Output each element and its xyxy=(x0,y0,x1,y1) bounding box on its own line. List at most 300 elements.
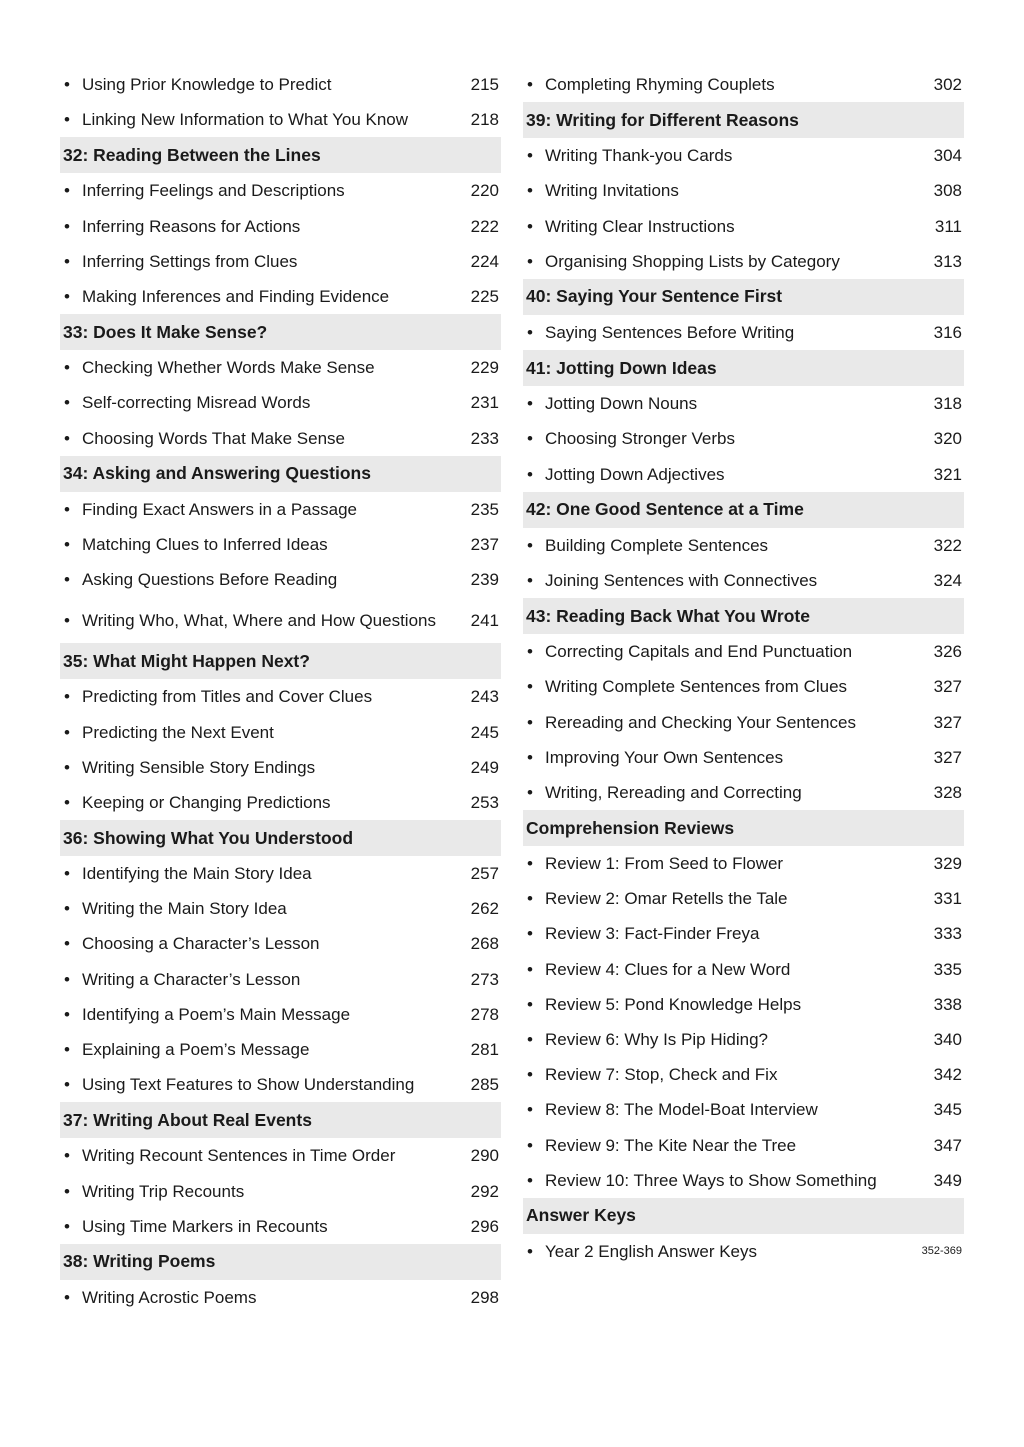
toc-entry-text: Review 1: From Seed to Flower xyxy=(545,854,784,874)
bullet-icon: • xyxy=(527,677,533,697)
toc-entry-using-prior-knowledge-to-predict xyxy=(60,67,501,102)
toc-entry-text: Review 10: Three Ways to Show Something xyxy=(545,1170,877,1190)
page-number: 292 xyxy=(470,1181,499,1201)
toc-entry-title xyxy=(64,74,463,95)
toc-entry-keeping-or-changing-predictions xyxy=(60,785,501,820)
bullet-icon: • xyxy=(64,287,70,307)
toc-entry-title xyxy=(527,959,926,980)
bullet-icon: • xyxy=(527,251,533,271)
toc-entry-correcting-capitals-and-end-punctuation xyxy=(523,634,964,669)
toc-entry-choosing-a-character-s-lesson xyxy=(60,926,501,961)
page-number: 268 xyxy=(470,934,499,954)
toc-entry-text: Review 2: Omar Retells the Tale xyxy=(545,889,788,909)
toc-entry-title xyxy=(527,535,926,556)
toc-entry-title xyxy=(64,757,463,778)
toc-entry-title xyxy=(64,1004,463,1025)
toc-entry-text: Writing Thank-you Cards xyxy=(545,146,733,166)
bullet-icon: • xyxy=(64,534,70,554)
toc-entry-text: Writing the Main Story Idea xyxy=(82,899,287,919)
toc-entry-title xyxy=(64,428,463,449)
toc-entry-writing-complete-sentences-from-clues xyxy=(523,669,964,704)
toc-entry-text: Matching Clues to Inferred Ideas xyxy=(82,534,328,554)
toc-entry-title xyxy=(64,933,463,954)
bullet-icon: • xyxy=(64,1216,70,1236)
toc-entry-text: Choosing Stronger Verbs xyxy=(545,429,735,449)
page-number: 285 xyxy=(470,1075,499,1095)
toc-entry-review-9-the-kite-near-the-tree xyxy=(523,1128,964,1163)
toc-entry-title xyxy=(527,641,926,662)
toc-entry-title xyxy=(64,1145,463,1166)
page-number: 304 xyxy=(933,146,962,166)
bullet-icon: • xyxy=(527,146,533,166)
toc-entry-text: Explaining a Poem’s Message xyxy=(82,1040,310,1060)
toc-entry-review-1-from-seed-to-flower xyxy=(523,846,964,881)
toc-entry-title xyxy=(527,180,926,201)
toc-entry-title xyxy=(64,969,463,990)
toc-entry-jotting-down-adjectives xyxy=(523,457,964,492)
toc-entry-title xyxy=(527,428,926,449)
section-heading-36-showing-what-you-understood xyxy=(60,820,501,856)
bullet-icon: • xyxy=(64,1181,70,1201)
toc-entry-title xyxy=(527,994,926,1015)
toc-entry-title xyxy=(64,1216,463,1237)
toc-entry-text: Review 4: Clues for a New Word xyxy=(545,959,791,979)
toc-entry-review-4-clues-for-a-new-word xyxy=(523,952,964,987)
bullet-icon: • xyxy=(64,1075,70,1095)
bullet-icon: • xyxy=(527,782,533,802)
page-number: 298 xyxy=(470,1287,499,1307)
page-number: 224 xyxy=(470,251,499,271)
section-title: 43: Reading Back What You Wrote xyxy=(526,605,810,626)
toc-entry-text: Saying Sentences Before Writing xyxy=(545,323,795,343)
bullet-icon: • xyxy=(527,1100,533,1120)
toc-entry-title xyxy=(64,569,463,590)
toc-entry-writing-recount-sentences-in-time-order xyxy=(60,1138,501,1173)
toc-entry-text: Review 7: Stop, Check and Fix xyxy=(545,1065,778,1085)
toc-entry-matching-clues-to-inferred-ideas xyxy=(60,527,501,562)
toc-entry-title xyxy=(527,1241,922,1262)
toc-entry-title xyxy=(64,1181,463,1202)
bullet-icon: • xyxy=(64,1287,70,1307)
toc-entry-text: Writing, Rereading and Correcting xyxy=(545,782,802,802)
page-number: 342 xyxy=(933,1065,962,1085)
page-number: 218 xyxy=(470,110,499,130)
toc-entry-text: Writing Complete Sentences from Clues xyxy=(545,677,848,697)
toc-entry-text: Using Prior Knowledge to Predict xyxy=(82,75,332,95)
page-number: 329 xyxy=(933,854,962,874)
bullet-icon: • xyxy=(64,499,70,519)
bullet-icon: • xyxy=(527,1241,533,1261)
section-title: 35: What Might Happen Next? xyxy=(63,650,310,671)
toc-entry-text: Inferring Settings from Clues xyxy=(82,251,298,271)
toc-entry-text: Jotting Down Adjectives xyxy=(545,464,725,484)
page-number: 237 xyxy=(470,534,499,554)
toc-entry-text: Building Complete Sentences xyxy=(545,535,769,555)
bullet-icon: • xyxy=(527,889,533,909)
toc-entry-text: Review 8: The Model-Boat Interview xyxy=(545,1100,818,1120)
toc-entry-writing-invitations xyxy=(523,173,964,208)
toc-entry-title xyxy=(527,216,926,237)
section-title: 34: Asking and Answering Questions xyxy=(63,463,371,484)
toc-entry-title xyxy=(527,888,926,909)
toc-entry-checking-whether-words-make-sense xyxy=(60,350,501,385)
toc-entry-text: Using Time Markers in Recounts xyxy=(82,1216,328,1236)
toc-entry-title xyxy=(64,686,463,707)
page-number: 340 xyxy=(933,1030,962,1050)
page-number: 352-369 xyxy=(921,1244,962,1257)
toc-entry-writing-a-character-s-lesson xyxy=(60,962,501,997)
page-number: 328 xyxy=(933,782,962,802)
toc-entry-saying-sentences-before-writing xyxy=(523,315,964,350)
bullet-icon: • xyxy=(527,429,533,449)
toc-entry-joining-sentences-with-connectives xyxy=(523,563,964,598)
bullet-icon: • xyxy=(64,1004,70,1024)
toc-entry-text: Checking Whether Words Make Sense xyxy=(82,358,375,378)
bullet-icon: • xyxy=(64,358,70,378)
page-number: 225 xyxy=(470,287,499,307)
toc-entry-text: Correcting Capitals and End Punctuation xyxy=(545,642,853,662)
bullet-icon: • xyxy=(64,570,70,590)
toc-entry-text: Improving Your Own Sentences xyxy=(545,747,784,767)
bullet-icon: • xyxy=(527,924,533,944)
toc-entry-text: Writing Who, What, Where and How Questions xyxy=(82,610,436,630)
toc-entry-writing-clear-instructions xyxy=(523,209,964,244)
toc-entry-making-inferences-and-finding-evidence xyxy=(60,279,501,314)
toc-entry-text: Writing Acrostic Poems xyxy=(82,1287,257,1307)
toc-entry-review-6-why-is-pip-hiding xyxy=(523,1022,964,1057)
bullet-icon: • xyxy=(527,1030,533,1050)
bullet-icon: • xyxy=(527,1065,533,1085)
toc-entry-title xyxy=(527,1064,926,1085)
bullet-icon: • xyxy=(527,854,533,874)
section-heading-39-writing-for-different-reasons xyxy=(523,102,964,138)
toc-entry-predicting-the-next-event xyxy=(60,714,501,749)
page-number: 239 xyxy=(470,570,499,590)
toc-entry-text: Making Inferences and Finding Evidence xyxy=(82,287,390,307)
toc-entry-text: Using Text Features to Show Understanding xyxy=(82,1075,415,1095)
section-title: 38: Writing Poems xyxy=(63,1251,216,1272)
toc-entry-text: Jotting Down Nouns xyxy=(545,394,698,414)
bullet-icon: • xyxy=(64,687,70,707)
page-number: 338 xyxy=(933,994,962,1014)
toc-entry-text: Writing a Character’s Lesson xyxy=(82,969,301,989)
page-number: 327 xyxy=(933,712,962,732)
toc-entry-jotting-down-nouns xyxy=(523,386,964,421)
page-number: 322 xyxy=(933,535,962,555)
bullet-icon: • xyxy=(527,642,533,662)
toc-entry-review-3-fact-finder-freya xyxy=(523,916,964,951)
bullet-icon: • xyxy=(64,110,70,130)
page-number: 235 xyxy=(470,499,499,519)
page-number: 215 xyxy=(470,75,499,95)
section-heading-38-writing-poems xyxy=(60,1244,501,1280)
page-number: 278 xyxy=(470,1004,499,1024)
toc-entry-text: Asking Questions Before Reading xyxy=(82,570,338,590)
toc-entry-text: Review 6: Why Is Pip Hiding? xyxy=(545,1030,768,1050)
bullet-icon: • xyxy=(527,535,533,555)
page-number: 253 xyxy=(470,792,499,812)
section-title: 40: Saying Your Sentence First xyxy=(526,286,783,307)
toc-entry-using-text-features-to-show-understanding xyxy=(60,1067,501,1102)
toc-entry-title xyxy=(64,792,463,813)
toc-entry-text: Predicting the Next Event xyxy=(82,722,274,742)
section-heading-43-reading-back-what-you-wrote xyxy=(523,598,964,634)
toc-entry-asking-questions-before-reading xyxy=(60,562,501,597)
toc-entry-title xyxy=(527,676,926,697)
toc-entry-writing-who-what-where-and-how-questions xyxy=(60,597,501,643)
page-number: 333 xyxy=(933,924,962,944)
section-title: 42: One Good Sentence at a Time xyxy=(526,499,804,520)
page-number: 281 xyxy=(470,1040,499,1060)
bullet-icon: • xyxy=(64,899,70,919)
page-number: 327 xyxy=(933,747,962,767)
bullet-icon: • xyxy=(527,712,533,732)
toc-entry-text: Self-correcting Misread Words xyxy=(82,393,311,413)
page-number: 229 xyxy=(470,358,499,378)
bullet-icon: • xyxy=(64,610,70,630)
toc-entry-text: Organising Shopping Lists by Category xyxy=(545,251,840,271)
toc-entry-inferring-feelings-and-descriptions xyxy=(60,173,501,208)
section-title: 39: Writing for Different Reasons xyxy=(526,109,799,130)
toc-entry-self-correcting-misread-words xyxy=(60,385,501,420)
bullet-icon: • xyxy=(64,75,70,95)
page-number: 241 xyxy=(470,610,499,630)
toc-entry-writing-sensible-story-endings xyxy=(60,750,501,785)
page-number: 347 xyxy=(933,1135,962,1155)
toc-entry-improving-your-own-sentences xyxy=(523,740,964,775)
toc-entry-title xyxy=(527,251,926,272)
toc-entry-text: Review 9: The Kite Near the Tree xyxy=(545,1135,797,1155)
toc-entry-text: Choosing Words That Make Sense xyxy=(82,428,346,448)
toc-entry-title xyxy=(64,180,463,201)
page-number: 243 xyxy=(470,687,499,707)
toc-entry-review-8-the-model-boat-interview xyxy=(523,1092,964,1127)
page-number: 335 xyxy=(933,959,962,979)
page-number: 326 xyxy=(933,642,962,662)
page-number: 311 xyxy=(934,216,962,236)
bullet-icon: • xyxy=(527,570,533,590)
toc-entry-title xyxy=(64,534,463,555)
page-number: 321 xyxy=(933,464,962,484)
toc-entry-title xyxy=(64,109,463,130)
section-heading-35-what-might-happen-next xyxy=(60,643,501,679)
bullet-icon: • xyxy=(527,216,533,236)
toc-entry-writing-thank-you-cards xyxy=(523,138,964,173)
section-heading-34-asking-and-answering-questions xyxy=(60,456,501,492)
bullet-icon: • xyxy=(64,428,70,448)
toc-entry-text: Writing Invitations xyxy=(545,181,679,201)
toc-entry-title xyxy=(527,322,926,343)
page-number: 349 xyxy=(933,1170,962,1190)
bullet-icon: • xyxy=(64,722,70,742)
page-number: 290 xyxy=(470,1146,499,1166)
section-heading-33-does-it-make-sense xyxy=(60,314,501,350)
section-title: Answer Keys xyxy=(526,1205,636,1226)
section-title: Comprehension Reviews xyxy=(526,817,735,838)
section-title: 33: Does It Make Sense? xyxy=(63,321,268,342)
toc-entry-rereading-and-checking-your-sentences xyxy=(523,704,964,739)
page-number: 262 xyxy=(470,899,499,919)
toc-entry-inferring-settings-from-clues xyxy=(60,244,501,279)
toc-entry-title xyxy=(527,1029,926,1050)
toc-entry-title xyxy=(527,782,926,803)
toc-entry-title xyxy=(64,251,463,272)
toc-entry-text: Finding Exact Answers in a Passage xyxy=(82,499,357,519)
toc-entry-title xyxy=(527,145,926,166)
toc-entry-title xyxy=(64,1287,463,1308)
toc-entry-text: Identifying the Main Story Idea xyxy=(82,864,312,884)
page-number: 249 xyxy=(470,757,499,777)
toc-entry-title xyxy=(64,392,463,413)
section-heading-comprehension-reviews xyxy=(523,810,964,846)
bullet-icon: • xyxy=(527,464,533,484)
toc-entry-title xyxy=(64,216,463,237)
toc-entry-title xyxy=(64,863,463,884)
page-number: 324 xyxy=(933,570,962,590)
toc-entry-title xyxy=(527,464,926,485)
toc-entry-title xyxy=(527,74,926,95)
toc-entry-title xyxy=(527,923,926,944)
toc-entry-organising-shopping-lists-by-category xyxy=(523,244,964,279)
toc-entry-text: Writing Clear Instructions xyxy=(545,216,735,236)
toc-entry-predicting-from-titles-and-cover-clues xyxy=(60,679,501,714)
section-title: 37: Writing About Real Events xyxy=(63,1109,312,1130)
toc-entry-completing-rhyming-couplets xyxy=(523,67,964,102)
bullet-icon: • xyxy=(527,959,533,979)
toc-entry-review-5-pond-knowledge-helps xyxy=(523,987,964,1022)
bullet-icon: • xyxy=(527,75,533,95)
toc-entry-inferring-reasons-for-actions xyxy=(60,209,501,244)
section-heading-32-reading-between-the-lines xyxy=(60,137,501,173)
page-number: 313 xyxy=(933,251,962,271)
section-heading-40-saying-your-sentence-first xyxy=(523,279,964,315)
bullet-icon: • xyxy=(64,1146,70,1166)
page-number: 233 xyxy=(470,428,499,448)
page-number: 273 xyxy=(470,969,499,989)
toc-entry-text: Review 3: Fact-Finder Freya xyxy=(545,924,760,944)
section-heading-37-writing-about-real-events xyxy=(60,1102,501,1138)
toc-entry-text: Inferring Feelings and Descriptions xyxy=(82,181,345,201)
toc-entry-choosing-words-that-make-sense xyxy=(60,421,501,456)
toc-entry-writing-the-main-story-idea xyxy=(60,891,501,926)
toc-entry-title xyxy=(527,393,926,414)
section-heading-42-one-good-sentence-at-a-time xyxy=(523,492,964,528)
toc-entry-writing-trip-recounts xyxy=(60,1174,501,1209)
bullet-icon: • xyxy=(527,1170,533,1190)
toc-entry-title xyxy=(64,286,463,307)
toc-entry-building-complete-sentences xyxy=(523,528,964,563)
toc-entry-title xyxy=(64,357,463,378)
bullet-icon: • xyxy=(64,757,70,777)
page-number: 318 xyxy=(933,394,962,414)
toc-entry-text: Inferring Reasons for Actions xyxy=(82,216,301,236)
toc-entry-explaining-a-poem-s-message xyxy=(60,1032,501,1067)
toc-entry-writing-acrostic-poems xyxy=(60,1280,501,1315)
toc-entry-text: Writing Recount Sentences in Time Order xyxy=(82,1146,396,1166)
toc-entry-title xyxy=(527,1170,926,1191)
page-number: 222 xyxy=(470,216,499,236)
toc-entry-text: Writing Trip Recounts xyxy=(82,1181,245,1201)
toc-entry-text: Writing Sensible Story Endings xyxy=(82,757,316,777)
page-number: 245 xyxy=(470,722,499,742)
toc-entry-title xyxy=(527,747,926,768)
toc-entry-text: Keeping or Changing Predictions xyxy=(82,792,331,812)
page-number: 327 xyxy=(933,677,962,697)
page-number: 296 xyxy=(470,1216,499,1236)
bullet-icon: • xyxy=(64,1040,70,1060)
toc-entry-text: Completing Rhyming Couplets xyxy=(545,75,775,95)
toc-entry-text: Joining Sentences with Connectives xyxy=(545,570,818,590)
bullet-icon: • xyxy=(527,394,533,414)
page-number: 220 xyxy=(470,181,499,201)
toc-entry-review-2-omar-retells-the-tale xyxy=(523,881,964,916)
bullet-icon: • xyxy=(64,934,70,954)
bullet-icon: • xyxy=(527,747,533,767)
bullet-icon: • xyxy=(64,216,70,236)
toc-entry-text: Year 2 English Answer Keys xyxy=(545,1241,757,1261)
toc-entry-choosing-stronger-verbs xyxy=(523,421,964,456)
section-heading-answer-keys xyxy=(523,1198,964,1234)
bullet-icon: • xyxy=(64,393,70,413)
toc-entry-text: Review 5: Pond Knowledge Helps xyxy=(545,994,802,1014)
toc-left-column xyxy=(60,67,501,1315)
bullet-icon: • xyxy=(64,181,70,201)
section-title: 32: Reading Between the Lines xyxy=(63,144,321,165)
bullet-icon: • xyxy=(527,1135,533,1155)
page-number: 231 xyxy=(470,393,499,413)
toc-entry-title xyxy=(527,1135,926,1156)
toc-entry-identifying-the-main-story-idea xyxy=(60,856,501,891)
toc-entry-text: Predicting from Titles and Cover Clues xyxy=(82,687,373,707)
toc-entry-title xyxy=(64,722,463,743)
page-number: 316 xyxy=(933,323,962,343)
page-number: 331 xyxy=(933,889,962,909)
section-heading-41-jotting-down-ideas xyxy=(523,350,964,386)
section-title: 41: Jotting Down Ideas xyxy=(526,357,717,378)
toc-entry-title xyxy=(64,499,463,520)
toc-entry-finding-exact-answers-in-a-passage xyxy=(60,492,501,527)
toc-entry-title xyxy=(64,610,463,631)
bullet-icon: • xyxy=(527,323,533,343)
bullet-icon: • xyxy=(64,864,70,884)
bullet-icon: • xyxy=(527,994,533,1014)
bullet-icon: • xyxy=(64,792,70,812)
toc-entry-title xyxy=(64,898,463,919)
toc-entry-writing-rereading-and-correcting xyxy=(523,775,964,810)
page-number: 320 xyxy=(933,429,962,449)
bullet-icon: • xyxy=(527,181,533,201)
toc-entry-title xyxy=(527,712,926,733)
page-number: 257 xyxy=(470,864,499,884)
bullet-icon: • xyxy=(64,969,70,989)
toc-entry-text: Linking New Information to What You Know xyxy=(82,110,409,130)
toc-entry-review-10-three-ways-to-show-something xyxy=(523,1163,964,1198)
section-title: 36: Showing What You Understood xyxy=(63,827,354,848)
toc-entry-year-2-english-answer-keys xyxy=(523,1234,964,1269)
toc-entry-using-time-markers-in-recounts xyxy=(60,1209,501,1244)
toc-entry-title xyxy=(527,570,926,591)
page-number: 345 xyxy=(933,1100,962,1120)
page-number: 302 xyxy=(933,75,962,95)
toc-entry-review-7-stop-check-and-fix xyxy=(523,1057,964,1092)
page-number: 308 xyxy=(933,181,962,201)
toc-entry-title xyxy=(527,1099,926,1120)
toc-entry-text: Rereading and Checking Your Sentences xyxy=(545,712,856,732)
toc-entry-title xyxy=(527,853,926,874)
toc-entry-text: Choosing a Character’s Lesson xyxy=(82,934,320,954)
toc-right-column xyxy=(523,67,964,1269)
bullet-icon: • xyxy=(64,251,70,271)
